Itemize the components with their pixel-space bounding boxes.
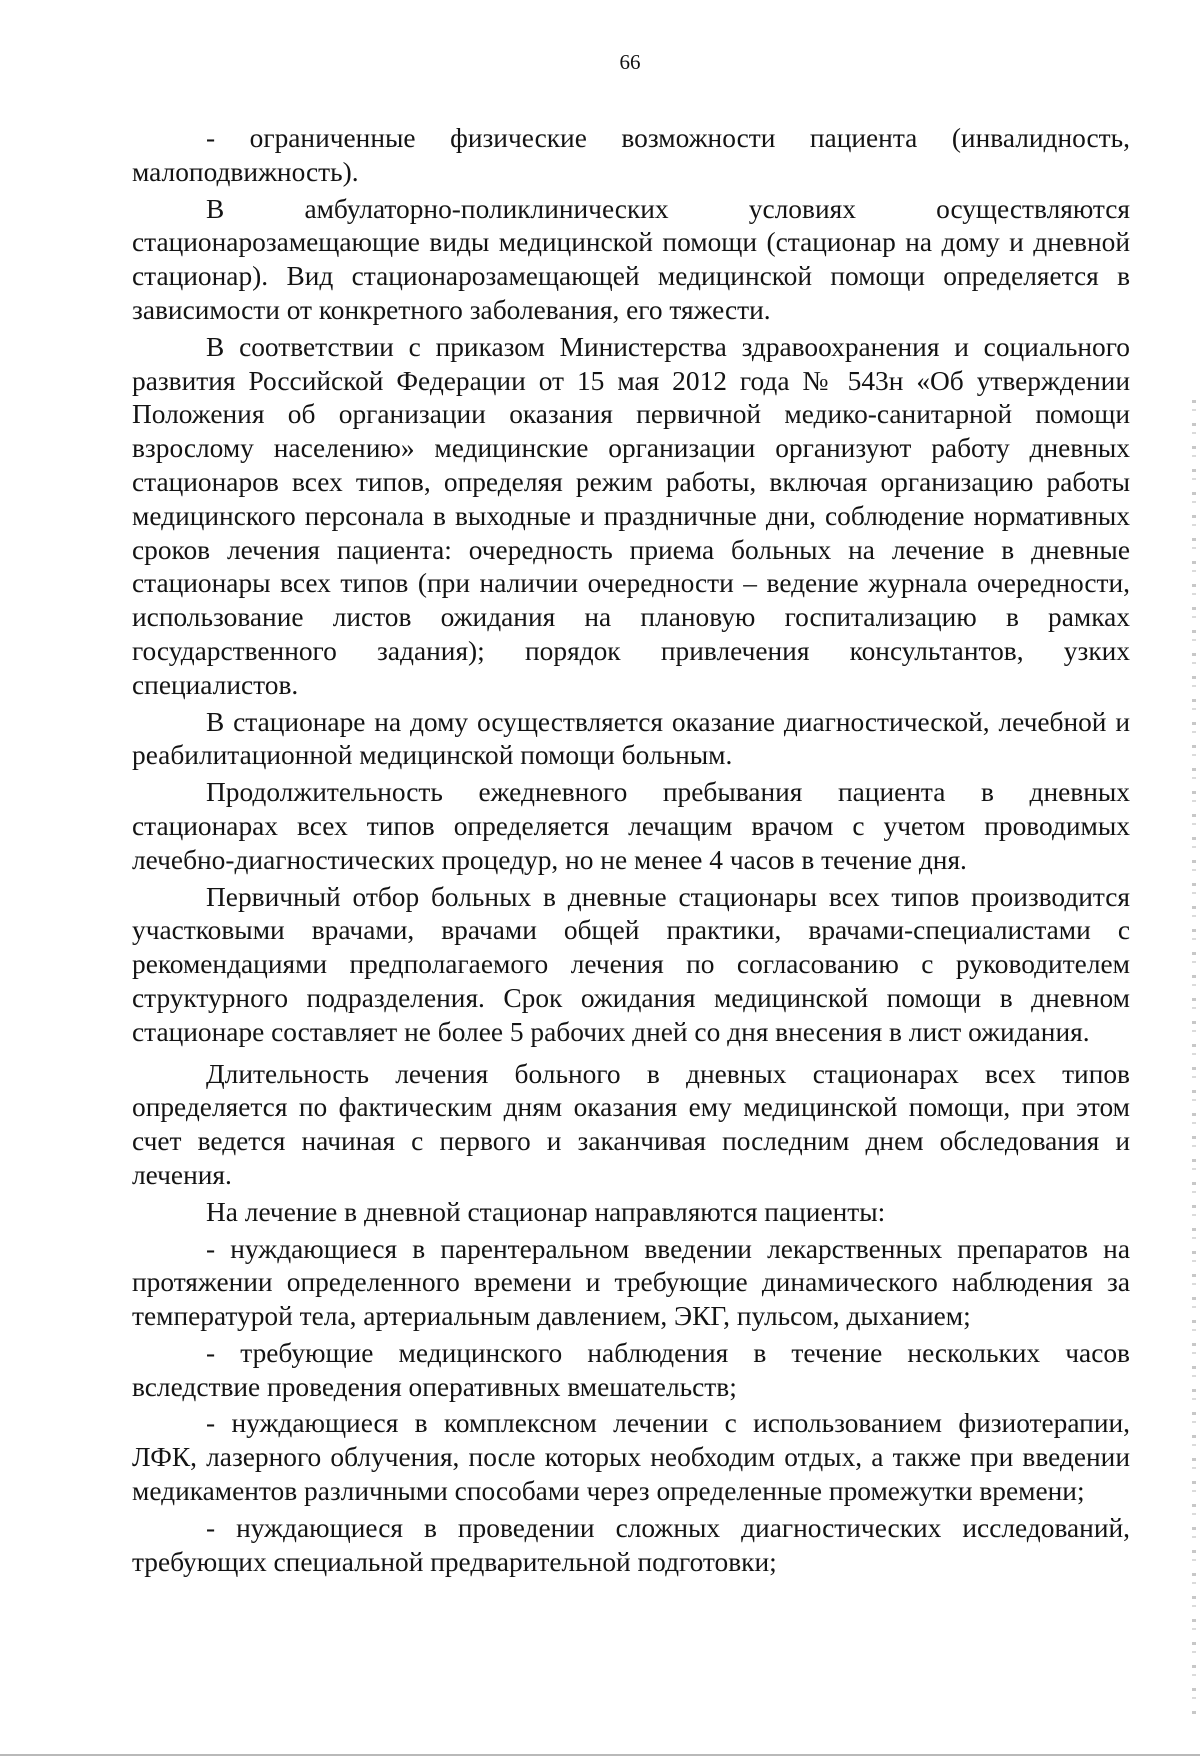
paragraph-daily-stay: Продолжительность ежедневного пребывания пациента в дневных стационарах всех типов определяется лечащим врачом с учетом проводимых лечебно-диагностических процедур, но не менее 4 часов в течение дня.	[132, 777, 1130, 875]
paragraph-ministry-order: В соответствии с приказом Министерства здравоохранения и социального развития Российской Федерации от 15 мая 2012 года № 543н «Об утверждении Положения об организации оказания первичной медико-санитарной помощи взрослому населению» медицинские организации организуют работу дневных стационаров всех типов, определяя режим работы, включая организацию работы медицинского персонала в выходные и праздничные дни, соблюдение нормативных сроков лечения пациента: очередность приема больных на лечение в дневные стационары всех типов (при наличии очередности – ведение журнала очередности, использование листов ожидания на плановую госпитализацию в рамках государственного задания); порядок привлечения консультантов, узких специалистов.	[132, 331, 1130, 700]
paragraph-referral-intro: На лечение в дневной стационар направляются пациенты:	[206, 1196, 886, 1227]
paragraph-limited-abilities: - ограниченные физические возможности пациента (инвалидность, малоподвижность).	[132, 123, 1130, 187]
page-number: 66	[619, 50, 641, 74]
paragraph-treatment-duration: Длительность лечения больного в дневных стационарах всех типов определяется по фактическим дням оказания ему медицинской помощи, при этом счет ведется начиная с первого и заканчивая последним днем обследования и лечения.	[132, 1058, 1130, 1190]
list-item-complex-treatment: - нуждающиеся в комплексном лечении с использованием физиотерапии, ЛФК, лазерного облучения, после которых необходим отдых, а также при введении медикаментов различными способами через определенные промежутки времени;	[132, 1408, 1130, 1507]
scan-bottom-edge	[0, 1754, 1200, 1756]
paragraph-home-hospital: В стационаре на дому осуществляется оказание диагностической, лечебной и реабилитационной медицинской помощи больным.	[132, 706, 1130, 771]
paragraph-outpatient-care: В амбулаторно-поликлинических условиях осуществляются стационарозамещающие виды медицинской помощи (стационар на дому и дневной стационар). Вид стационарозамещающей медицинской помощи определяется в зависимости от конкретного заболевания, его тяжести.	[132, 193, 1130, 325]
document-body	[132, 122, 1130, 1579]
list-item-parenteral: - нуждающиеся в парентеральном введении лекарственных препаратов на протяжении определенного времени и требующие динамического наблюдения за температурой тела, артериальным давлением, ЭКГ, пульсом, дыханием;	[132, 1233, 1130, 1332]
list-item-diagnostics: - нуждающиеся в проведении сложных диагностических исследований, требующих специальной предварительной подготовки;	[132, 1512, 1130, 1577]
list-item-observation: - требующие медицинского наблюдения в течение нескольких часов вследствие проведения оперативных вмешательств;	[132, 1337, 1130, 1402]
scan-edge-artifact	[1192, 400, 1196, 1720]
paragraph-primary-selection: Первичный отбор больных в дневные стационары всех типов производится участковыми врачами, врачами общей практики, врачами-специалистами с рекомендациями предполагаемого лечения по согласованию с руководителем структурного подразделения. Срок ожидания медицинской помощи в дневном стационаре составляет не более 5 рабочих дней со дня внесения в лист ожидания.	[132, 881, 1130, 1047]
